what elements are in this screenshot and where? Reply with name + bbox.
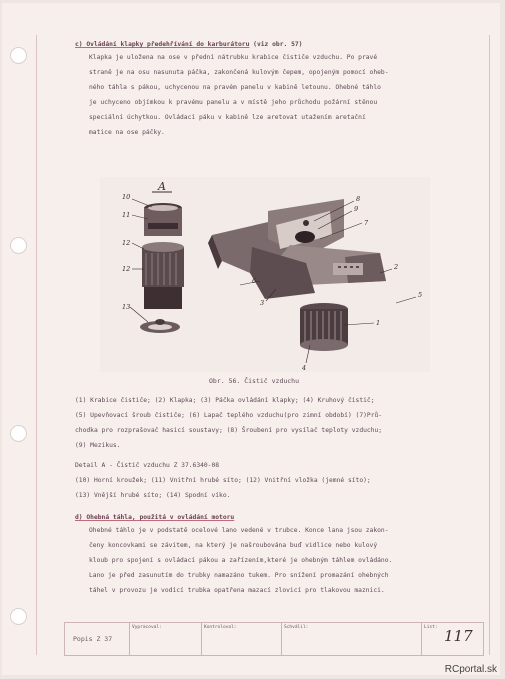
section-c-ref: (viz obr. 57) [249,41,303,48]
legend-line: chodka pro rozprašovač hasicí soustavy; (8) Šroubení pro vysílač teploty vzduchu; [75,427,383,434]
callout-label: 12 [122,239,131,247]
punch-hole [10,47,27,64]
section-c-line: ného táhla s pákou, uchycenou na pravém panelu v kabině letounu. Ohebné táhlo [89,84,381,91]
watermark: RCportal.sk [444,664,497,675]
section-c-line: matice na ose páčky. [89,129,165,136]
section-c-title: c) Ovládání klapky předehřívání do karburátoru [75,41,250,48]
section-c-line: speciální úchytkou. Ovládací páku v kabině lze aretovat utažením aretační [89,114,366,121]
section-d-line: Lano je před zasunutím do trubky namazáno tukem. Pro snížení promazání ohebných [89,572,389,579]
callout-label: 9 [354,205,359,213]
callout-label: 12 [122,265,131,273]
detail-line: (13) Vnější hrubé síto; (14) Spodní víko. [75,492,231,499]
doc-id: Popis Z 37 [65,623,130,655]
approved-by-cell: Schválil: [282,623,422,655]
callout-label: 2 [394,263,399,271]
section-c-line: je uchyceno objímkou k pravému panelu a v místě jeho průchodu požární stěnou [89,99,378,106]
callout-label: 1 [376,319,381,327]
punch-hole [10,608,27,625]
callout-label: 11 [122,211,131,219]
legend-line: (5) Upevňovací šroub čističe; (6) Lapač teplého vzduchu(pro zimní období) (7)Prů- [75,412,383,419]
section-c-line: Klapka je uložena na ose v přední nátrubku krabice čističe vzduchu. Po pravé [89,54,378,61]
section-d-line: kloub pro spojení s ovládací pákou a zařízením,které je ohebným táhlem ovládáno. [89,557,393,564]
section-c-line: straně je na osu nasunuta páčka, zakončená kulovým čepem, opojeným pomocí oheb- [89,69,389,76]
sheet-label-cell: List: [424,625,438,630]
page-number: 117 [444,627,473,645]
air-filter-illustration [100,177,430,372]
callout-label: 13 [122,303,131,311]
punch-hole [10,237,27,254]
section-d-title: d) Ohebná táhla, použitá v ovládání motoru [75,514,235,521]
section-d-heading [75,513,234,523]
callout-label: 6 [252,277,257,285]
callout-label: 10 [122,193,131,201]
punch-hole [10,425,27,442]
callout-label: 5 [418,291,423,299]
detail-label: A [158,180,166,193]
callout-label: 4 [302,364,307,372]
title-block [64,622,484,656]
section-d-line: táhel v provozu je vodící trubka opatřena mazací zlovicí pro tlakovou maznici. [89,587,385,594]
figure-caption: Obr. 56. Čistič vzduchu [209,377,300,385]
air-filter-photo [100,177,430,372]
callout-label: 8 [356,195,361,203]
prepared-by-cell: Vypracoval: [130,623,202,655]
detail-line: (10) Horní kroužek; (11) Vnitřní hrubé síto; (12) Vnitřní vložka (jemné síto); [75,477,371,484]
section-d-line: čeny koncovkami se závitem, na který je našroubována buď vidlice nebo kulový [89,542,378,549]
legend-line: (1) Krabice čističe; (2) Klapka; (3) Páčka ovládání klapky; (4) Kruhový čistič; [75,397,375,404]
legend-line: (9) Mezikus. [75,442,121,449]
callout-label: 3 [260,299,265,307]
checked-by-cell: Kontroloval: [202,623,282,655]
section-d-line: Ohebné táhlo je v podstatě ocelové lano vedené v trubce. Konce lana jsou zakon- [89,527,389,534]
section-c-heading [75,40,302,50]
detail-line: Detail A - Čistič vzduchu Z 37.6340-08 [75,462,220,469]
callout-label: 7 [364,219,369,227]
